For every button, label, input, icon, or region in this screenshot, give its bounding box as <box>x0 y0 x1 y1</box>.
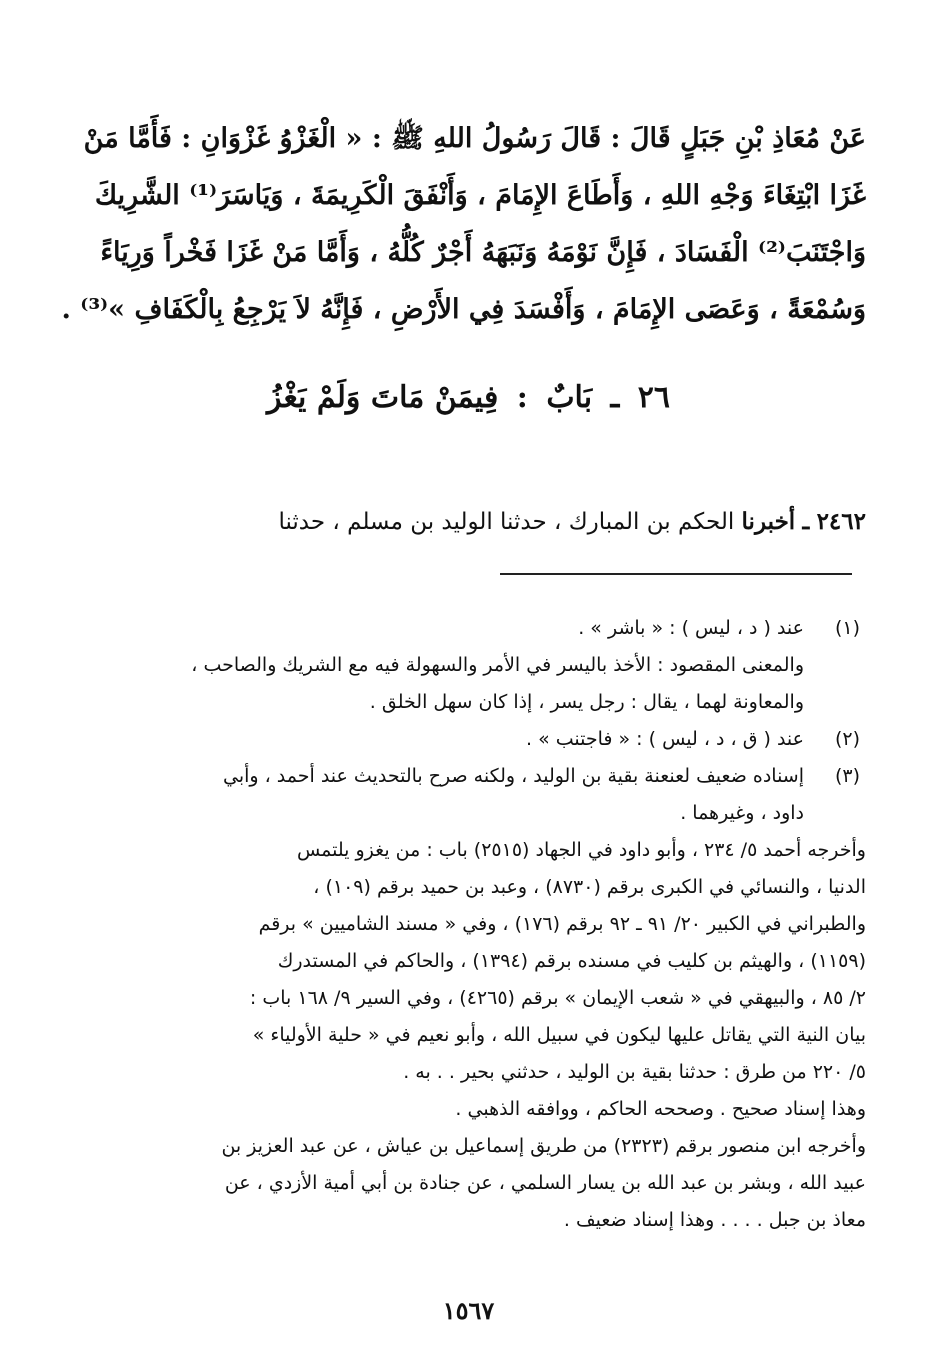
footnote-line: والمعاونة لهما ، يقال : رجل يسر ، إذا كان سهل الخلق . <box>369 691 804 713</box>
footnotes <box>70 610 866 1239</box>
chapter-number: ٢٦ <box>637 380 670 415</box>
footnote-divider <box>500 573 852 575</box>
footnote-1 <box>70 610 866 721</box>
footnote-marker: (١) <box>834 617 860 639</box>
footnote-3-continuation <box>70 832 866 1239</box>
footnote-line: عند ( د ، ليس ) : « باشر » . <box>578 617 804 639</box>
hadith-line: عَنْ مُعَاذِ بْنِ جَبَلٍ قَالَ : قَالَ رَسُولُ اللهِ ﷺ : « الْغَزْوُ غَزْوَانِ : فَأَمَّا مَنْ <box>83 123 866 154</box>
hadith-chain-text: الحكم بن المبارك ، حدثنا الوليد بن مسلم ، حدثنا <box>278 509 735 535</box>
chapter-heading <box>0 380 937 415</box>
footnote-line: عند ( ق ، د ، ليس ) : « فاجتنب » . <box>526 728 804 750</box>
footnote-line: الدنيا ، والنسائي في الكبرى برقم (٨٧٣٠) ، وعبد بن حميد برقم (١٠٩) ، <box>313 876 866 898</box>
chapter-label: بَابٌ <box>546 380 593 415</box>
footnote-line: وأخرجه أحمد ٥/ ٢٣٤ ، وأبو داود في الجهاد (٢٥١٥) باب : من يغزو يلتمس <box>296 839 866 861</box>
footnote-line: والطبراني في الكبير ٢٠/ ٩١ ـ ٩٢ برقم (١٧٦) ، وفي « مسند الشاميين » برقم <box>258 913 866 935</box>
next-hadith <box>70 508 866 535</box>
footnote-line: ٢/ ٨٥ ، والبيهقي في « شعب الإيمان » برقم (٤٢٦٥) ، وفي السير ٩/ ١٦٨ باب : <box>249 987 866 1009</box>
footnote-marker: (٣) <box>834 765 860 787</box>
footnote-line: ٥/ ٢٢٠ من طرق : حدثنا بقية بن الوليد ، حدثني بحير . . به . <box>403 1061 866 1083</box>
hadith-lead-word: أخبرنا <box>741 508 796 535</box>
hadith-line: وَسُمْعَةً ، وَعَصَى الإِمَامَ ، وَأَفْسَدَ فِي الأَرْضِ ، فَإِنَّهُ لاَ يَرْجِعُ بِالْكَفَافِ »⁽³⁾ . <box>61 294 866 325</box>
footnote-3 <box>70 758 866 832</box>
hadith-number: ٢٤٦٢ <box>816 508 866 535</box>
footnote-line: معاذ بن جبل . . . . وهذا إسناد ضعيف . <box>563 1209 866 1231</box>
footnote-line: وأخرجه ابن منصور برقم (٢٣٢٣) من طريق إسماعيل بن عياش ، عن عبد العزيز بن <box>221 1135 866 1157</box>
footnote-line: والمعنى المقصود : الأخذ باليسر في الأمر والسهولة فيه مع الشريك والصاحب ، <box>191 654 804 676</box>
footnote-line: بيان النية التي يقاتل عليها ليكون في سبيل الله ، وأبو نعيم في « حلية الأولياء » <box>252 1024 866 1046</box>
footnote-line: داود ، وغيرهما . <box>680 802 804 824</box>
chapter-title: فِيمَنْ مَاتَ وَلَمْ يَغْزُ <box>267 380 499 415</box>
footnote-line: عبيد الله ، وبشر بن عبد الله بن يسار السلمي ، عن جنادة بن أبي أمية الأزدي ، عن <box>224 1172 866 1194</box>
footnote-2 <box>70 721 866 758</box>
chapter-separator: ـ <box>610 380 620 415</box>
footnote-line: وهذا إسناد صحيح . وصححه الحاكم ، ووافقه الذهبي . <box>455 1098 866 1120</box>
hadith-text <box>61 110 866 338</box>
chapter-colon: : <box>516 380 528 415</box>
page-number: ١٥٦٧ <box>442 1296 495 1325</box>
footnote-line: إسناده ضعيف لعنعنة بقية بن الوليد ، ولكنه صرح بالتحديث عند أحمد ، وأبي <box>223 765 804 787</box>
hadith-line: وَاجْتَنَبَ⁽²⁾ الْفَسَادَ ، فَإِنَّ نَوْمَهُ وَنَبَهَهُ أَجْرٌ كُلُّهُ ، وَأَمَّا مَنْ غَزَا فَخْراً وَرِيَاءً <box>100 237 866 268</box>
footnote-marker: (٢) <box>834 728 860 750</box>
hadith-line: غَزَا ابْتِغَاءَ وَجْهِ اللهِ ، وَأَطَاعَ الإِمَامَ ، وَأَنْفَقَ الْكَرِيمَةَ ، وَيَاسَرَ⁽¹⁾ الشَّرِيكَ <box>94 180 866 211</box>
hadith-number-separator: ـ <box>802 508 810 535</box>
footnote-line: (١١٥٩) ، والهيثم بن كليب في مسنده برقم (١٣٩٤) ، والحاكم في المستدرك <box>277 950 866 972</box>
